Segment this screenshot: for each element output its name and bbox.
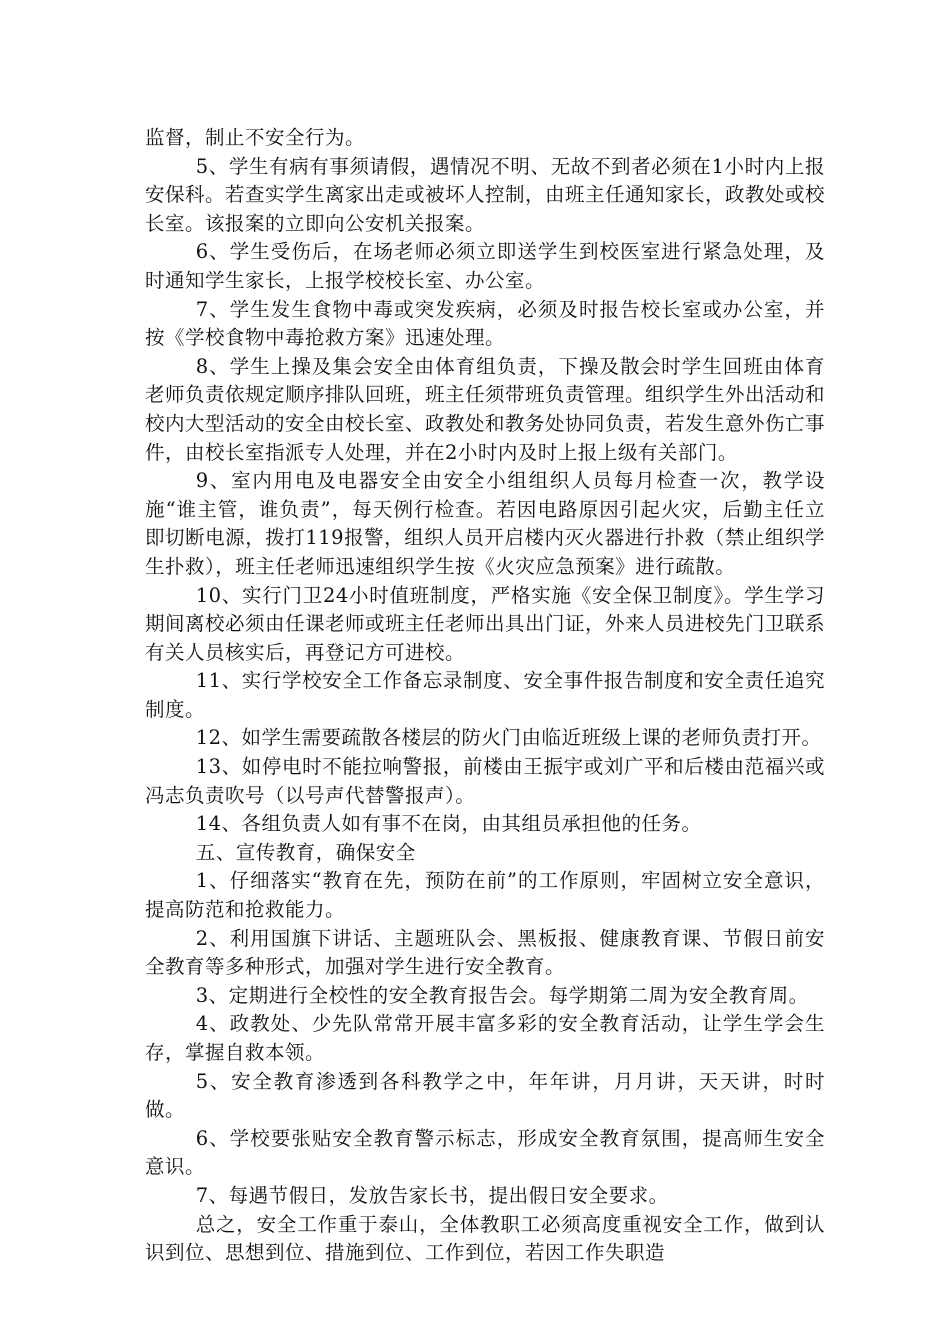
paragraph: 6、学生受伤后，在场老师必须立即送学生到校医室进行紧急处理，及时通知学生家长，上报学校校长室、办公室。 bbox=[145, 240, 825, 292]
paragraph: 10、实行门卫24小时值班制度，严格实施《安全保卫制度》。学生学习期间离校必须由任课老师或班主任老师出具出门证，外来人员进校先门卫联系有关人员核实后，再登记方可进校。 bbox=[145, 583, 826, 664]
paragraph: 7、学生发生食物中毒或突发疾病，必须及时报告校长室或办公室，并按《学校食物中毒抢救方案》迅速处理。 bbox=[145, 297, 825, 350]
paragraph: 8、学生上操及集会安全由体育组负责，下操及散会时学生回班由体育老师负责依规定顺序排队回班，班主任须带班负责管理。组织学生外出活动和校内大型活动的安全由校长室、政教处和教务处协同负责，若发生意外伤亡事件，由校长室指派专人处理，并在2小时内及时上报上级有关部门。 bbox=[145, 354, 826, 464]
paragraph: 5、安全教育渗透到各科教学之中，年年讲，月月讲，天天讲，时时做。 bbox=[145, 1069, 825, 1122]
paragraph: 3、定期进行全校性的安全教育报告会。每学期第二周为安全教育周。 bbox=[195, 983, 809, 1007]
paragraph: 14、各组负责人如有事不在岗，由其组员承担他的任务。 bbox=[195, 812, 702, 836]
paragraph: 总之，安全工作重于泰山，全体教职工必须高度重视安全工作，做到认识到位、思想到位、措施到位、工作到位，若因工作失职造 bbox=[145, 1212, 825, 1265]
paragraph: 11、实行学校安全工作备忘录制度、安全事件报告制度和安全责任追究制度。 bbox=[145, 669, 825, 721]
paragraph: 13、如停电时不能拉响警报，前楼由王振宇或刘广平和后楼由范福兴或冯志负责吹号（以号声代替警报声）。 bbox=[145, 755, 825, 807]
paragraph: 6、学校要张贴安全教育警示标志，形成安全教育氛围，提高师生安全意识。 bbox=[145, 1126, 825, 1179]
paragraph: 12、如学生需要疏散各楼层的防火门由临近班级上课的老师负责打开。 bbox=[195, 726, 822, 750]
paragraph: 监督，制止不安全行为。 bbox=[145, 126, 366, 149]
paragraph: 4、政教处、少先队常常开展丰富多彩的安全教育活动，让学生学会生存，掌握自救本领。 bbox=[145, 1012, 825, 1064]
section-heading: 五、宣传教育，确保安全 bbox=[195, 840, 416, 864]
paragraph: 9、室内用电及电器安全由安全小组组织人员每月检查一次，教学设施“谁主管，谁负责”，每天例行检查。若因电路原因引起火灾，后勤主任立即切断电源，拨打119报警，组织人员开启楼内灭火器进行扑救（禁止组织学生扑救），班主任老师迅速组织学生按《火灾应急预案》进行疏散。 bbox=[145, 469, 825, 578]
paragraph: 5、学生有病有事须请假，遇情况不明、无故不到者必须在1小时内上报安保科。若查实学生离家出走或被坏人控制，由班主任通知家长，政教处或校长室。该报案的立即向公安机关报案。 bbox=[145, 154, 826, 235]
paragraph: 1、仔细落实“教育在先，预防在前”的工作原则，牢固树立安全意识，提高防范和抢救能力。 bbox=[145, 869, 825, 922]
document-body bbox=[145, 124, 825, 1268]
paragraph: 7、每遇节假日，发放告家长书，提出假日安全要求。 bbox=[195, 1183, 669, 1207]
paragraph: 2、利用国旗下讲话、主题班队会、黑板报、健康教育课、节假日前安全教育等多种形式，加强对学生进行安全教育。 bbox=[145, 926, 825, 979]
